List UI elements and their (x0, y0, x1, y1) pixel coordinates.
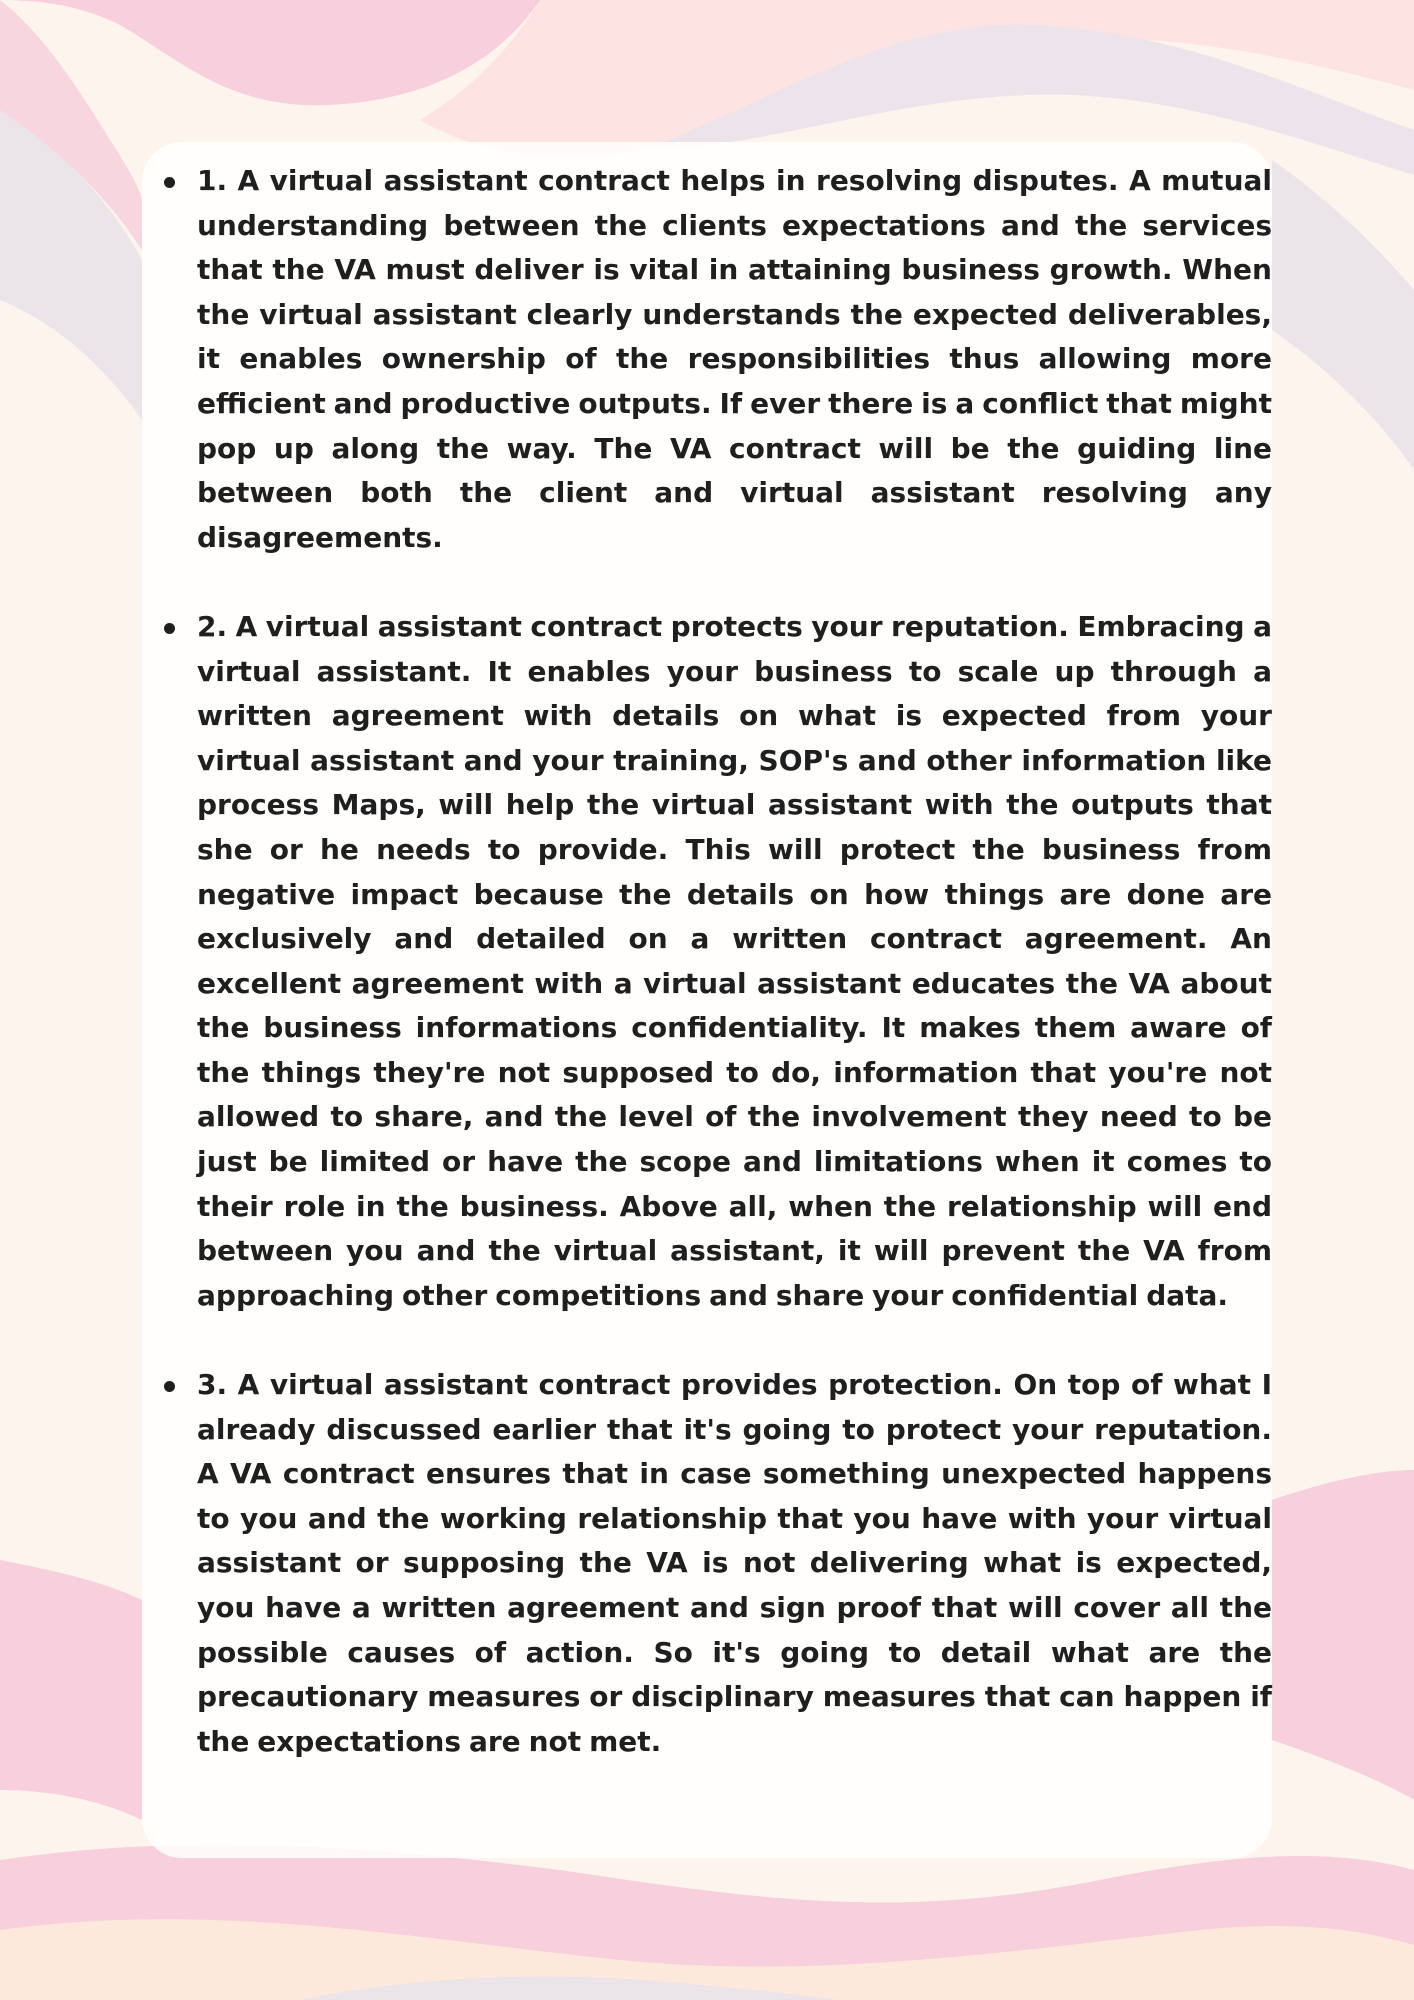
bullet-dot-icon (164, 177, 175, 188)
bullet-list (197, 159, 1272, 1764)
bullet-dot-icon (164, 623, 175, 634)
bullet-dot-icon (164, 1381, 175, 1392)
list-item (197, 605, 1272, 1319)
list-item-text: 1. A virtual assistant contract helps in resolving disputes. A mutual understanding between the clients expectations and the services that the VA must deliver is vital in attaining business growth. When the virtual assistant clearly understands the expected deliverables, it enables ownership of the responsibilities thus allowing more efficient and productive outputs. If ever there is a conflict that might pop up along the way. The VA contract will be the guiding line between both the client and virtual assistant resolving any disagreements. (197, 164, 1272, 554)
list-item (197, 1363, 1272, 1764)
list-item (197, 159, 1272, 560)
list-item-text: 3. A virtual assistant contract provides protection. On top of what I already discussed earlier that it's going to protect your reputation. A VA contract ensures that in case something unexpected happens to you and the working relationship that you have with your virtual assistant or supposing the VA is not delivering what is expected, you have a written agreement and sign proof that will cover all the possible causes of action. So it's going to detail what are the precautionary measures or disciplinary measures that can happen if the expectations are not met. (197, 1368, 1272, 1758)
list-item-text: 2. A virtual assistant contract protects your reputation. Embracing a virtual assistant. It enables your business to scale up through a written agreement with details on what is expected from your virtual assistant and your training, SOP's and other information like process Maps, will help the virtual assistant with the outputs that she or he needs to provide. This will protect the business from negative impact because the details on how things are done are exclusively and detailed on a written contract agreement. An excellent agreement with a virtual assistant educates the VA about the business informations confidentiality. It makes them aware of the things they're not supposed to do, information that you're not allowed to share, and the level of the involvement they need to be just be limited or have the scope and limitations when it comes to their role in the business. Above all, when the relationship will end between you and the virtual assistant, it will prevent the VA from approaching other competitions and share your confidential data. (197, 609, 1272, 1312)
wave-left-pink-low (0, 1560, 142, 1820)
